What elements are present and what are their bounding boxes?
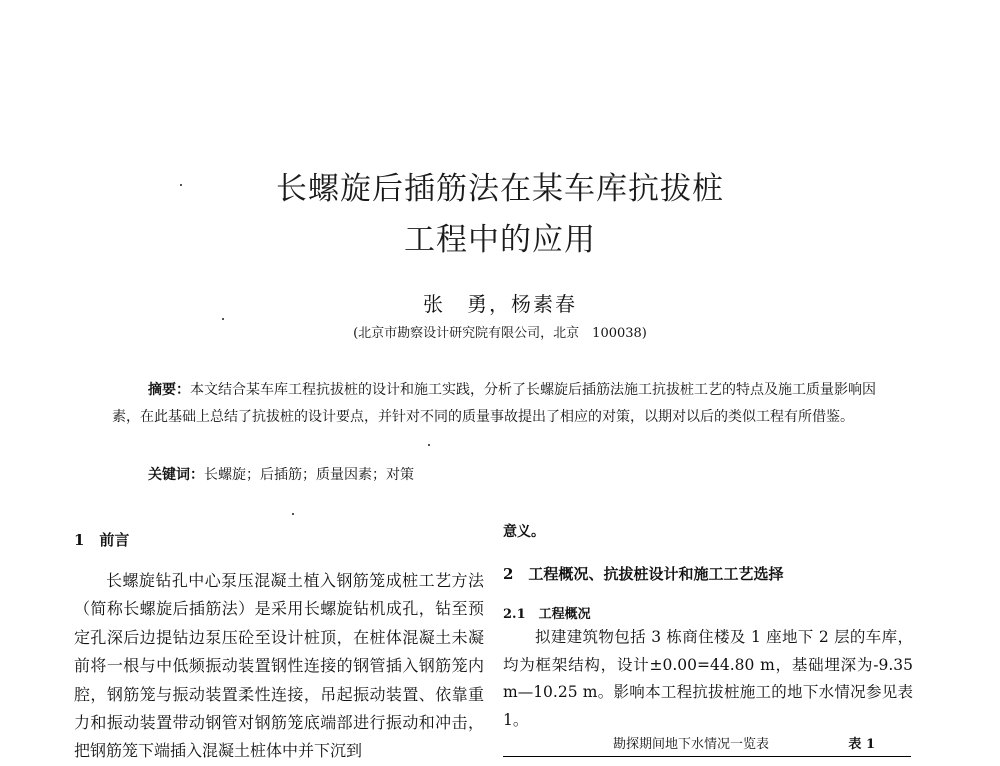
table-1-name: 勘探期间地下水情况一览表 [613,737,770,752]
paper-title-line-1: 长螺旋后插筋法在某车库抗拔桩 [276,171,724,207]
keywords [148,464,414,484]
subsection-2-1-body: 拟建建筑物包括 3 栋商住楼及 1 座地下 2 层的车库，均为框架结构，设计±0.00=44.80 m，基础埋深为-9.35 m—10.25 m。影响本工程抗拔桩施工的地下水情况参见表 1。 [503,628,913,729]
table-1-number: 表 1 [848,737,875,752]
scan-speck [180,184,182,186]
affiliation: (北京市勘察设计研究院有限公司，北京 100038) [353,326,647,341]
scan-speck [222,318,224,320]
authors: 张 勇，杨素春 [423,292,577,316]
abstract [112,377,892,431]
section-1-body [74,567,484,766]
scan-speck [292,513,294,515]
subsection-2-1-heading: 2.1 工程概况 [503,607,591,622]
keywords-label: 关键词： [148,467,204,483]
paper-title-line-2: 工程中的应用 [404,222,596,258]
section-1-heading: 1 前言 [74,531,130,549]
abstract-label: 摘要： [148,382,190,398]
abstract-text: 本文结合某车库工程抗拔桩的设计和施工实践，分析了长螺旋后插筋法施工抗拔桩工艺的特点及施工质量影响因素，在此基础上总结了抗拔桩的设计要点，并针对不同的质量事故提出了相应的对策，以期对以后的类似工程有所借鉴。 [112,382,876,425]
section-2-heading: 2 工程概况、抗拔桩设计和施工工艺选择 [503,565,784,583]
section-1-paragraph: 长螺旋钻孔中心泵压混凝土植入钢筋笼成桩工艺方法（简称长螺旋后插筋法）是采用长螺旋钻机成孔，钻至预定孔深后边提钻边泵压砼至设计桩顶，在桩体混凝土未凝前将一根与中低频振动装置钢性连接的钢管插入钢筋笼内腔，钢筋笼与振动装置柔性连接，吊起振动装置、依靠重力和振动装置带动钢管对钢筋笼底端部进行振动和冲击，把钢筋笼下端插入混凝土桩体中并下沉到 [74,571,484,761]
scan-speck [428,444,430,446]
carry-over-text: 意义。 [503,524,545,540]
table-1-caption [503,733,911,757]
keywords-text: 长螺旋；后插筋；质量因素；对策 [204,467,414,483]
